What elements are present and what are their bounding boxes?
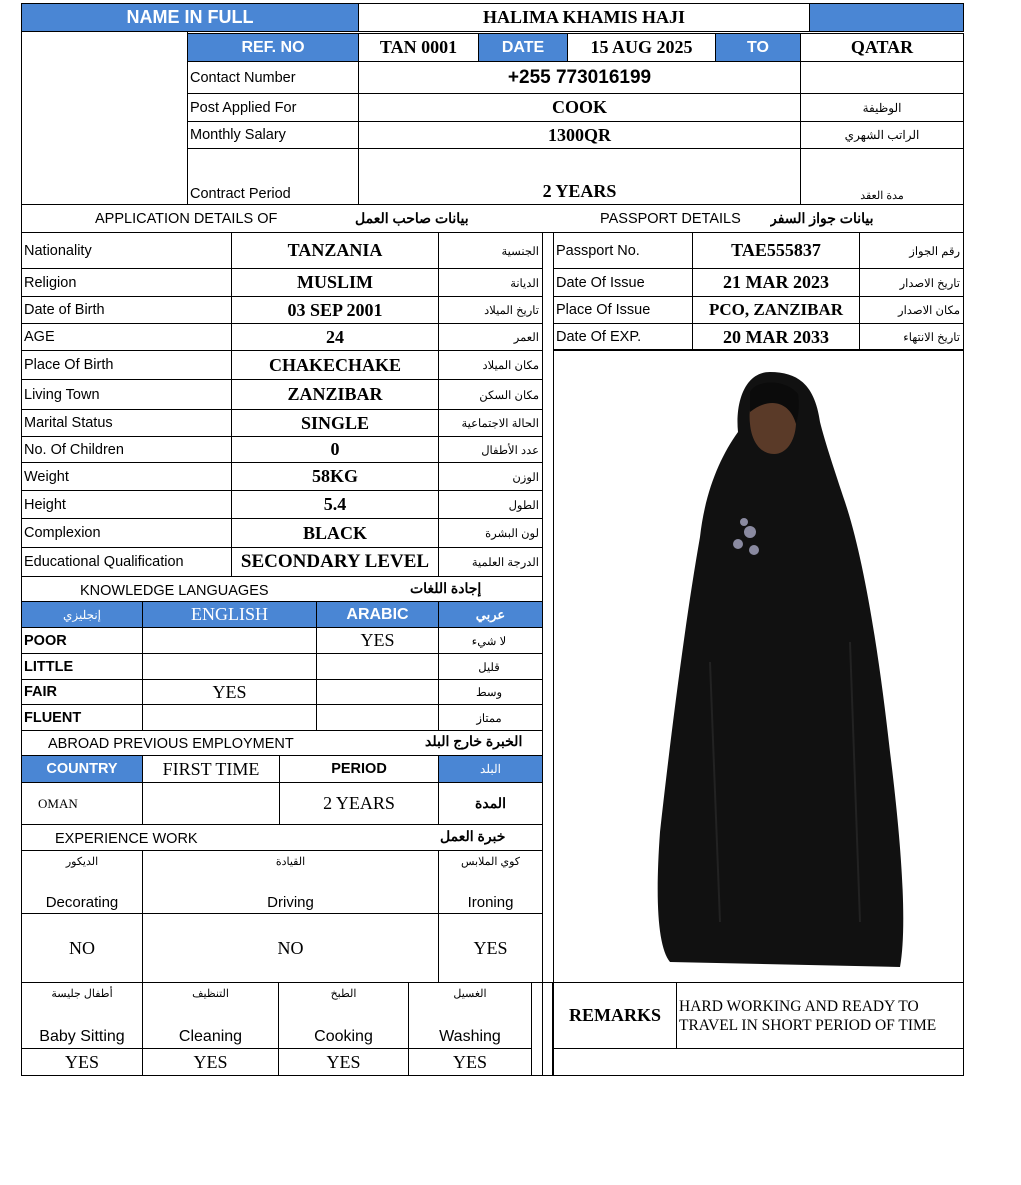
empty-box: [21, 31, 188, 205]
to-value: QATAR: [800, 33, 964, 62]
personal-label: Place Of Birth: [21, 350, 232, 380]
experience-label: Cooking: [314, 1028, 373, 1045]
personal-value: 5.4: [231, 490, 439, 519]
period-value: 2 YEARS: [358, 148, 801, 205]
passport-value: 21 MAR 2023: [692, 268, 860, 297]
country-label: COUNTRY: [21, 755, 143, 783]
experience-label: Decorating: [45, 894, 119, 911]
experience-label: Washing: [439, 1028, 501, 1045]
passport-arabic: رقم الجواز: [859, 232, 964, 269]
experience-header: [408, 982, 532, 1049]
experience-arabic: الديكور: [65, 856, 99, 868]
experience-header: [21, 850, 143, 914]
experience-value: YES: [438, 913, 543, 983]
experience-arabic: القيادة: [275, 856, 306, 868]
personal-arabic: الطول: [438, 490, 543, 519]
passport-label: Place Of Issue: [553, 296, 693, 324]
personal-label: Marital Status: [21, 409, 232, 437]
post-arabic: الوظيفة: [800, 93, 964, 122]
experience-blank-cell: [531, 982, 553, 1076]
personal-label: Height: [21, 490, 232, 519]
experience-title-arabic: خبرة العمل: [440, 827, 506, 844]
application-title-arabic: بيانات صاحب العمل: [355, 210, 469, 226]
english-level-value: [142, 627, 317, 654]
personal-value: ZANZIBAR: [231, 379, 439, 410]
contact-label: Contact Number: [187, 61, 359, 94]
language-level-label: LITTLE: [21, 653, 143, 680]
arabic-level-value: [316, 653, 439, 680]
personal-arabic: الديانة: [438, 268, 543, 297]
experience-arabic: التنظيف: [192, 988, 229, 1000]
experience-value: YES: [278, 1048, 409, 1076]
personal-arabic: تاريخ الميلاد: [438, 296, 543, 324]
passport-arabic: تاريخ الانتهاء: [859, 323, 964, 351]
language-level-arabic: ممتاز: [438, 704, 543, 731]
personal-arabic: الجنسية: [438, 232, 543, 269]
country-value: FIRST TIME: [142, 755, 280, 783]
language-level-label: POOR: [21, 627, 143, 654]
passport-arabic: تاريخ الاصدار: [859, 268, 964, 297]
english-arabic-label: إنجليزي: [21, 601, 143, 628]
name-value: HALIMA KHAMIS HAJI: [358, 3, 810, 32]
personal-arabic: عدد الأطفال: [438, 436, 543, 463]
passport-value: PCO, ZANZIBAR: [692, 296, 860, 324]
passport-value: 20 MAR 2033: [692, 323, 860, 351]
arabic-label: ARABIC: [316, 601, 439, 628]
personal-arabic: العمر: [438, 323, 543, 351]
personal-arabic: مكان السكن: [438, 379, 543, 410]
personal-value: SECONDARY LEVEL: [231, 547, 439, 577]
period-arabic: مدة العقد: [800, 148, 964, 205]
passport-arabic: مكان الاصدار: [859, 296, 964, 324]
experience-header: [142, 982, 279, 1049]
personal-arabic: الدرجة العلمية: [438, 547, 543, 577]
experience-arabic: كوي الملابس: [460, 856, 520, 868]
personal-label: Living Town: [21, 379, 232, 410]
experience-value: YES: [142, 1048, 279, 1076]
language-level-arabic: قليل: [438, 653, 543, 680]
experience-value: YES: [21, 1048, 143, 1076]
name-label: NAME IN FULL: [21, 3, 359, 32]
salary-label: Monthly Salary: [187, 121, 359, 149]
experience-title: EXPERIENCE WORK: [55, 831, 198, 847]
experience-value: YES: [408, 1048, 532, 1076]
date-value: 15 AUG 2025: [567, 33, 716, 62]
ref-value: TAN 0001: [358, 33, 479, 62]
experience-arabic: الغسيل: [453, 988, 487, 1000]
to-label: TO: [715, 33, 801, 62]
personal-arabic: الوزن: [438, 462, 543, 491]
employment-title: ABROAD PREVIOUS EMPLOYMENT: [48, 735, 294, 752]
experience-label: Driving: [267, 894, 314, 911]
salary-value: 1300QR: [358, 121, 801, 149]
personal-value: 03 SEP 2001: [231, 296, 439, 324]
personal-value: CHAKECHAKE: [231, 350, 439, 380]
personal-value: SINGLE: [231, 409, 439, 437]
arabic-arabic-label: عربي: [438, 601, 543, 628]
remarks-label: REMARKS: [553, 982, 677, 1049]
experience-header: [142, 850, 439, 914]
personal-label: AGE: [21, 323, 232, 351]
languages-title: KNOWLEDGE LANGUAGES: [80, 582, 269, 599]
experience-label: Ironing: [467, 894, 514, 911]
personal-value: 0: [231, 436, 439, 463]
passport-value: TAE555837: [692, 232, 860, 269]
experience-label: Cleaning: [178, 1028, 243, 1045]
personal-label: Religion: [21, 268, 232, 297]
experience-arabic: أطفال جليسة: [51, 988, 113, 1000]
date-label: DATE: [478, 33, 568, 62]
experience-arabic: الطبخ: [330, 988, 357, 1000]
english-label: ENGLISH: [142, 601, 317, 628]
remarks-value: HARD WORKING AND READY TO TRAVEL IN SHORT PERIOD OF TIME: [676, 982, 964, 1049]
period-value: 2 YEARS: [279, 782, 439, 825]
personal-value: BLACK: [231, 518, 439, 548]
personal-label: Date of Birth: [21, 296, 232, 324]
language-level-label: FAIR: [21, 679, 143, 705]
experience-label: Baby Sitting: [39, 1028, 125, 1045]
experience-value: NO: [21, 913, 143, 983]
personal-arabic: الحالة الاجتماعية: [438, 409, 543, 437]
personal-label: Educational Qualification: [21, 547, 232, 577]
country-arabic-label: البلد: [438, 755, 543, 783]
applicant-photo: [650, 362, 916, 982]
personal-label: Weight: [21, 462, 232, 491]
personal-label: Nationality: [21, 232, 232, 269]
passport-label: Date Of Issue: [553, 268, 693, 297]
employment-title-arabic: الخبرة خارج البلد: [425, 733, 523, 749]
personal-value: MUSLIM: [231, 268, 439, 297]
contact-value: +255 773016199: [358, 61, 801, 94]
period-label: PERIOD: [279, 755, 439, 783]
ref-label: REF. NO: [187, 33, 359, 62]
post-value: COOK: [358, 93, 801, 122]
passport-title: PASSPORT DETAILS: [600, 210, 741, 227]
country2-value: OMAN: [21, 782, 143, 825]
language-level-arabic: وسط: [438, 679, 543, 705]
post-label: Post Applied For: [187, 93, 359, 122]
language-level-arabic: لا شيء: [438, 627, 543, 654]
personal-value: 24: [231, 323, 439, 351]
salary-arabic: الراتب الشهري: [800, 121, 964, 149]
personal-value: TANZANIA: [231, 232, 439, 269]
personal-value: 58KG: [231, 462, 439, 491]
experience-value: NO: [142, 913, 439, 983]
personal-label: Complexion: [21, 518, 232, 548]
english-level-value: YES: [142, 679, 317, 705]
arabic-level-value: [316, 704, 439, 731]
languages-title-arabic: إجادة اللغات: [410, 580, 482, 596]
english-level-value: [142, 704, 317, 731]
experience-header: [21, 982, 143, 1049]
experience-header: [278, 982, 409, 1049]
arabic-level-value: [316, 679, 439, 705]
period-label: Contract Period: [187, 148, 359, 205]
personal-arabic: مكان الميلاد: [438, 350, 543, 380]
experience-header: [438, 850, 543, 914]
arabic-level-value: YES: [316, 627, 439, 654]
personal-arabic: لون البشرة: [438, 518, 543, 548]
application-title: APPLICATION DETAILS OF: [95, 210, 278, 227]
country2-blank: [142, 782, 280, 825]
period-arabic: المدة: [438, 782, 543, 825]
contact-blank: [800, 61, 964, 94]
passport-title-arabic: بيانات جواز السفر: [770, 210, 874, 226]
name-header-fill: [809, 3, 964, 32]
english-level-value: [142, 653, 317, 680]
personal-label: No. Of Children: [21, 436, 232, 463]
passport-label: Date Of EXP.: [553, 323, 693, 351]
passport-label: Passport No.: [553, 232, 693, 269]
language-level-label: FLUENT: [21, 704, 143, 731]
